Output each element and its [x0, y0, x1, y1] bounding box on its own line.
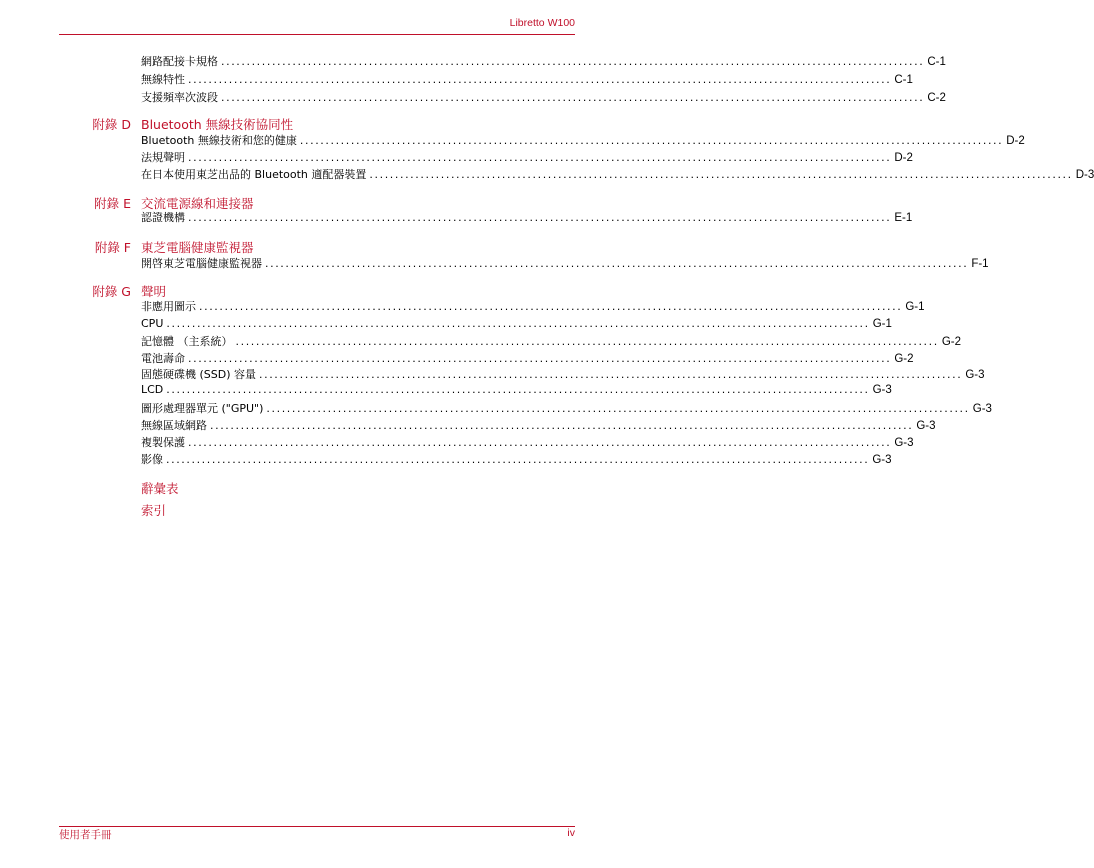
toc-entry[interactable] — [141, 255, 989, 271]
dot-leader: .......................................................................................................................................... — [369, 168, 1073, 181]
page-number: F-1 — [971, 258, 989, 270]
dot-leader: .......................................................................................................................................... — [210, 419, 914, 432]
appendix-label: 附錄 E — [94, 196, 131, 211]
page-number: G-2 — [941, 336, 961, 348]
entry-text: 網路配接卡規格 — [141, 55, 218, 68]
page-number: G-1 — [872, 318, 892, 330]
header-rule — [59, 34, 575, 35]
appendix-label: 附錄 F — [94, 240, 131, 255]
page-number: E-1 — [894, 212, 913, 224]
page-number: D-3 — [1075, 169, 1094, 181]
appendix-title[interactable]: 交流電源線和連接器 — [141, 196, 254, 211]
appendix-label: 附錄 D — [92, 117, 131, 132]
glossary-link[interactable]: 辭彙表 — [141, 481, 179, 496]
dot-leader: .......................................................................................................................................... — [235, 335, 939, 348]
toc-entry[interactable] — [141, 71, 913, 87]
page-number: C-1 — [927, 56, 946, 68]
entry-text: Bluetooth 無線技術和您的健康 — [141, 134, 297, 147]
dot-leader: .......................................................................................................................................... — [259, 368, 963, 381]
entry-text: 法規聲明 — [141, 151, 185, 164]
toc-entry[interactable] — [141, 298, 925, 314]
toc-entry[interactable] — [141, 434, 914, 450]
page-number: G-3 — [872, 384, 892, 396]
toc-entry[interactable] — [141, 166, 1094, 182]
entry-text: 影像 — [141, 453, 163, 466]
toc-entry[interactable] — [141, 315, 892, 331]
appendix-label: 附錄 G — [92, 284, 131, 299]
page-number: G-3 — [916, 420, 936, 432]
footer-manual-title: 使用者手冊 — [59, 829, 112, 841]
entry-text: 固態硬碟機 (SSD) 容量 — [141, 368, 257, 381]
dot-leader: .......................................................................................................................................... — [299, 134, 1004, 147]
page-number: G-1 — [905, 301, 925, 313]
dot-leader: .......................................................................................................................................... — [266, 402, 970, 415]
entry-text: 開啓東芝電腦健康監視器 — [141, 257, 262, 270]
entry-text: 認證機構 — [141, 211, 185, 224]
dot-leader: .......................................................................................................................................... — [265, 257, 969, 270]
entry-text: 無線區域網路 — [141, 419, 207, 432]
toc-entry[interactable] — [141, 400, 992, 416]
entry-text: LCD — [141, 383, 164, 396]
appendix-title[interactable]: Bluetooth 無線技術協同性 — [141, 117, 294, 132]
index-link[interactable]: 索引 — [141, 503, 167, 518]
toc-entry[interactable] — [141, 149, 913, 165]
dot-leader: .......................................................................................................................................... — [166, 453, 870, 466]
page-number: C-1 — [894, 74, 913, 86]
entry-text: 記憶體 （主系統） — [141, 335, 233, 348]
entry-text: 電池壽命 — [141, 352, 185, 365]
entry-text: 非應用圖示 — [141, 300, 196, 313]
toc-entry[interactable] — [141, 209, 913, 225]
page-number: G-2 — [894, 353, 914, 365]
toc-entry[interactable] — [141, 132, 1025, 148]
entry-text: 複製保護 — [141, 436, 185, 449]
page-number: G-3 — [894, 437, 914, 449]
header-title: Libretto W100 — [509, 17, 575, 29]
entry-text: 支援頻率次波段 — [141, 91, 218, 104]
toc-entry[interactable] — [141, 451, 892, 467]
toc-entry[interactable] — [141, 333, 961, 349]
entry-text: CPU — [141, 317, 164, 330]
page-number: G-3 — [972, 403, 992, 415]
footer-page-number: iv — [567, 827, 575, 839]
entry-text: 無線特性 — [141, 73, 185, 86]
toc-entry[interactable] — [141, 89, 946, 105]
toc-entry[interactable] — [141, 417, 936, 433]
dot-leader: .......................................................................................................................................... — [221, 91, 925, 104]
entry-text: 在日本使用東芝出品的 Bluetooth 適配器裝置 — [141, 168, 367, 181]
page-number: G-3 — [965, 369, 985, 381]
appendix-title[interactable]: 聲明 — [141, 284, 167, 299]
toc-entry[interactable] — [141, 381, 892, 397]
page-number: C-2 — [927, 92, 946, 104]
dot-leader: .......................................................................................................................................... — [199, 300, 903, 313]
entry-text: 圖形處理器單元 ("GPU") — [141, 402, 264, 415]
page-number: D-2 — [894, 152, 913, 164]
page-number: D-2 — [1006, 135, 1025, 147]
toc-entry[interactable] — [141, 53, 946, 69]
toc-entry[interactable] — [141, 350, 914, 366]
dot-leader: .......................................................................................................................................... — [166, 383, 870, 396]
dot-leader: .......................................................................................................................................... — [188, 73, 892, 86]
dot-leader: .......................................................................................................................................... — [188, 436, 892, 449]
dot-leader: .......................................................................................................................................... — [188, 211, 892, 224]
footer-rule — [59, 826, 575, 827]
dot-leader: .......................................................................................................................................... — [166, 317, 870, 330]
appendix-title[interactable]: 東芝電腦健康監視器 — [141, 240, 254, 255]
toc-entry[interactable] — [141, 366, 985, 382]
dot-leader: .......................................................................................................................................... — [188, 151, 892, 164]
page-number: G-3 — [872, 454, 892, 466]
dot-leader: .......................................................................................................................................... — [221, 55, 925, 68]
dot-leader: .......................................................................................................................................... — [188, 352, 892, 365]
